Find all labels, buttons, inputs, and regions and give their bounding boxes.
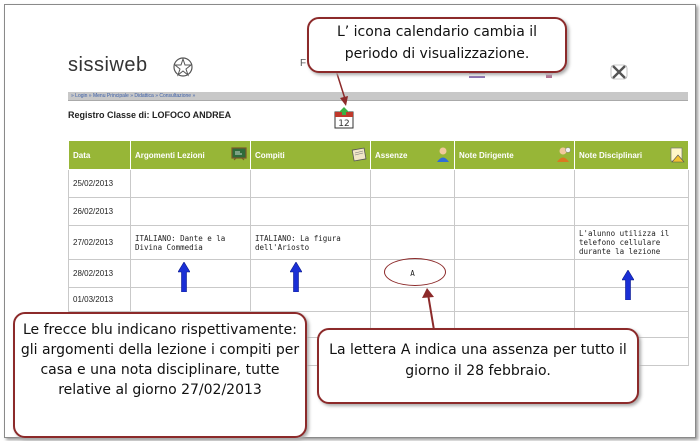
cell-assenze [371, 198, 455, 226]
cell-date: 28/02/2013 [69, 260, 131, 288]
absence-callout-pointer [420, 288, 444, 330]
blackboard-icon [231, 146, 247, 163]
warning-note-icon [669, 146, 685, 163]
student-icon [435, 146, 451, 163]
header-data: Data [69, 141, 131, 170]
absence-highlight-ellipse [384, 258, 446, 286]
table-row [69, 288, 689, 312]
cell-argomenti[interactable] [131, 288, 251, 312]
header-note-dirigente: Note Dirigente [455, 141, 575, 170]
cell-argomenti[interactable] [131, 198, 251, 226]
cell-assenze: A [371, 260, 455, 288]
blue-arrow-compiti-icon [290, 262, 302, 292]
calendar-icon[interactable] [333, 107, 355, 129]
table-row [69, 170, 689, 198]
breadcrumb-text[interactable]: » Login » Menu Principale » Didattica » Consultazione » [71, 93, 196, 99]
cell-date: 27/02/2013 [69, 226, 131, 260]
principal-icon [555, 146, 571, 163]
cell-compiti[interactable] [251, 170, 371, 198]
cell-note-disciplinari[interactable] [575, 170, 689, 198]
cell-note-disciplinari[interactable]: L'alunno utilizza il telefono cellulare durante la lezione [575, 226, 689, 260]
cell-note-dirigente[interactable] [455, 198, 575, 226]
cell-compiti[interactable] [251, 198, 371, 226]
table-header-row [69, 141, 689, 170]
calendar-callout: L’ icona calendario cambia il periodo di visualizzazione. [307, 17, 567, 73]
sissiweb-logo: sissiweb [68, 54, 148, 76]
cell-compiti[interactable] [251, 288, 371, 312]
cell-date: 25/02/2013 [69, 170, 131, 198]
cell-compiti[interactable] [251, 260, 371, 288]
blue-arrow-argomenti-icon [178, 262, 190, 292]
breadcrumb [68, 92, 688, 101]
table-row [69, 226, 689, 260]
absence-callout: La lettera A indica una assenza per tutto il giorno il 28 febbraio. [317, 328, 639, 404]
blue-arrow-note-disciplinari-icon [622, 270, 634, 300]
italian-republic-emblem-icon [172, 56, 194, 78]
cell-argomenti[interactable] [131, 170, 251, 198]
svg-text:12: 12 [338, 119, 350, 129]
header-note-disciplinari: Note Disciplinari [575, 141, 689, 170]
exit-icon[interactable] [610, 64, 628, 80]
register-title: Registro Classe di: LOFOCO ANDREA [68, 110, 232, 120]
arrows-callout: Le frecce blu indicano rispettivamente: gli argomenti della lezione i compiti per casa e una nota disciplinare, tutte relative al giorno 27/02/2013 [13, 312, 307, 438]
cell-date: 26/02/2013 [69, 198, 131, 226]
header-assenze: Assenze [371, 141, 455, 170]
cell-note-dirigente[interactable] [455, 226, 575, 260]
cell-assenze [371, 226, 455, 260]
cell-note-dirigente[interactable] [455, 260, 575, 288]
table-row [69, 198, 689, 226]
cell-note-dirigente[interactable] [455, 288, 575, 312]
header-argomenti-lezioni: Argomenti Lezioni [131, 141, 251, 170]
notebook-icon [351, 146, 367, 163]
header-partial-text: F [300, 58, 307, 69]
cell-assenze [371, 170, 455, 198]
cell-note-dirigente[interactable] [455, 170, 575, 198]
cell-argomenti[interactable]: ITALIANO: Dante e la Divina Commedia [131, 226, 251, 260]
header-compiti: Compiti [251, 141, 371, 170]
table-row [69, 260, 689, 288]
cell-compiti[interactable]: ITALIANO: La figura dell'Ariosto [251, 226, 371, 260]
cell-argomenti[interactable] [131, 260, 251, 288]
cell-date: 01/03/2013 [69, 288, 131, 312]
cell-note-disciplinari[interactable] [575, 198, 689, 226]
